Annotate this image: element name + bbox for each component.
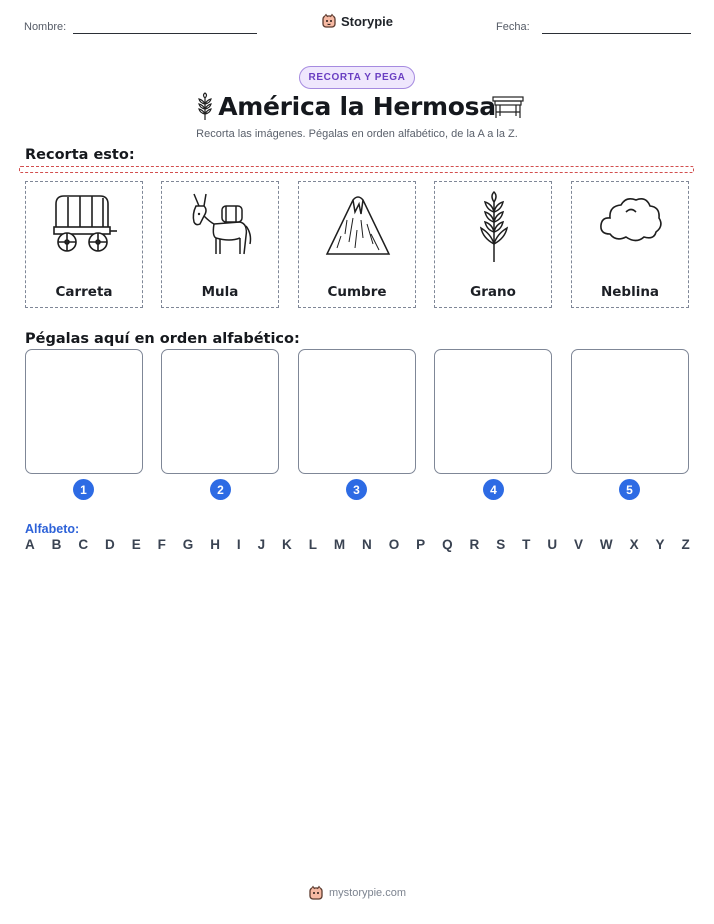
mule-icon [186, 190, 256, 260]
paste-box-3[interactable] [298, 349, 416, 474]
paste-box-2[interactable] [161, 349, 279, 474]
alphabet-letter: B [51, 537, 62, 552]
page-title: América la Hermosa [218, 92, 496, 121]
card-label: Mula [201, 284, 239, 300]
cut-card-carreta[interactable] [25, 181, 143, 308]
cloud-icon [596, 190, 666, 250]
alphabet-letter: I [236, 537, 241, 552]
table-decoration-icon [491, 94, 525, 120]
alphabet-letter: U [547, 537, 558, 552]
position-number-5: 5 [619, 479, 640, 500]
wheat-icon [459, 190, 529, 265]
alphabet-letter: K [282, 537, 292, 552]
card-label: Neblina [600, 284, 660, 300]
storypie-mascot-icon [321, 13, 337, 29]
alphabet-row [25, 537, 690, 552]
card-label: Grano [470, 284, 516, 300]
covered-wagon-icon [50, 190, 120, 255]
alphabet-letter: D [105, 537, 115, 552]
cut-card-neblina[interactable] [571, 181, 689, 308]
cut-card-grano[interactable] [434, 181, 552, 308]
alphabet-letter: T [522, 537, 531, 552]
storypie-mascot-icon [308, 885, 324, 901]
date-line [542, 33, 691, 34]
alphabet-letter: R [469, 537, 480, 552]
alphabet-letter: Z [681, 537, 690, 552]
instructions: Recorta las imágenes. Pégalas en orden alfabético, de la A a la Z. [196, 128, 518, 140]
alphabet-letter: N [362, 537, 372, 552]
position-number-3: 3 [346, 479, 367, 500]
alphabet-letter: G [182, 537, 194, 552]
alphabet-letter: H [210, 537, 220, 552]
paste-box-5[interactable] [571, 349, 689, 474]
footer [0, 885, 714, 901]
alphabet-letter: O [388, 537, 400, 552]
cut-line [19, 166, 694, 173]
footer-url[interactable]: mystorypie.com [328, 887, 407, 899]
paste-box-1[interactable] [25, 349, 143, 474]
cut-card-cumbre[interactable] [298, 181, 416, 308]
alphabet-letter: X [629, 537, 639, 552]
alphabet-heading: Alfabeto: [25, 522, 80, 536]
alphabet-letter: L [308, 537, 317, 552]
alphabet-letter: V [573, 537, 583, 552]
alphabet-letter: C [78, 537, 89, 552]
position-number-4: 4 [483, 479, 504, 500]
name-line [73, 33, 257, 34]
alphabet-letter: A [25, 537, 35, 552]
alphabet-letter: P [416, 537, 426, 552]
position-number-1: 1 [73, 479, 94, 500]
paste-heading: Pégalas aquí en orden alfabético: [25, 331, 300, 347]
brand-logo [0, 13, 714, 29]
position-number-2: 2 [210, 479, 231, 500]
activity-badge: RECORTA Y PEGA [299, 66, 415, 89]
alphabet-letter: J [257, 537, 266, 552]
card-label: Cumbre [327, 284, 387, 300]
alphabet-letter: E [131, 537, 141, 552]
alphabet-letter: Q [442, 537, 453, 552]
alphabet-letter: F [157, 537, 166, 552]
alphabet-letter: S [496, 537, 506, 552]
card-label: Carreta [55, 284, 113, 300]
alphabet-letter: W [599, 537, 613, 552]
cut-heading: Recorta esto: [25, 147, 135, 163]
alphabet-letter: Y [655, 537, 665, 552]
name-label: Nombre: [24, 21, 67, 33]
date-label: Fecha: [496, 21, 530, 33]
cut-card-mula[interactable] [161, 181, 279, 308]
mountain-peak-icon [323, 190, 393, 260]
alphabet-letter: M [333, 537, 346, 552]
paste-box-4[interactable] [434, 349, 552, 474]
brand-name: Storypie [340, 13, 393, 29]
